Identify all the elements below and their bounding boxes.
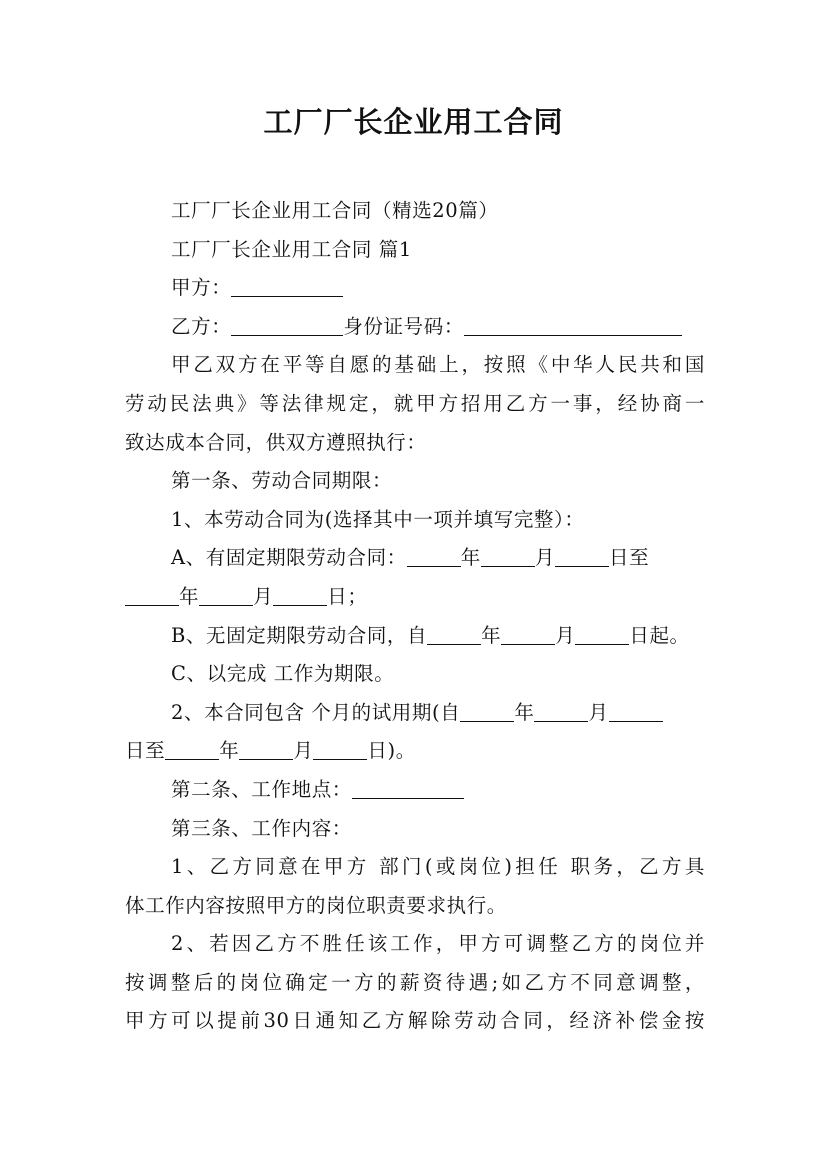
month-label: 月 — [253, 584, 274, 608]
probation-end-day-blank — [313, 737, 367, 760]
article-3-title: 第三条、工作内容： — [171, 816, 352, 840]
day-to-label: 日至 — [125, 739, 166, 763]
year-label: 年 — [179, 584, 200, 608]
article-1-title: 第一条、劳动合同期限： — [171, 469, 393, 493]
id-number-label: 身份证号码： — [343, 314, 464, 338]
option-a-year-blank — [407, 544, 461, 567]
option-a-line — [125, 539, 705, 578]
probation-label: 2、本合同包含 个月的试用期(自 — [171, 700, 461, 724]
article-3-para-2-line-3: 甲方可以提前30日通知乙方解除劳动合同，经济补偿金按 — [125, 1009, 705, 1033]
part-heading: 工厂厂长企业用工合同 篇1 — [171, 237, 412, 261]
collection-heading: 工厂厂长企业用工合同（精选20篇） — [171, 199, 499, 222]
probation-end-line — [125, 732, 705, 771]
day-end-label: 日； — [327, 584, 368, 608]
article-3-para-1-line-1: 1、乙方同意在甲方 部门(或岗位)担任 职务，乙方具 — [171, 855, 705, 879]
year-label: 年 — [514, 700, 535, 724]
document-body — [125, 192, 705, 1041]
day-to-label: 日至 — [609, 546, 650, 570]
probation-line — [125, 694, 705, 733]
option-a-day-blank — [555, 544, 609, 567]
option-b-day-blank — [575, 622, 629, 645]
article-2-title: 第二条、工作地点： — [171, 777, 352, 801]
option-a-end-line — [125, 578, 705, 617]
option-a-end-month-blank — [199, 583, 253, 606]
option-a-month-blank — [481, 544, 535, 567]
year-label: 年 — [460, 546, 481, 570]
option-b-label: B、无固定期限劳动合同，自 — [171, 623, 428, 647]
party-b-line — [125, 308, 705, 347]
document-title: 工厂厂长企业用工合同 — [263, 105, 564, 139]
year-label: 年 — [219, 739, 240, 763]
month-label: 月 — [534, 546, 556, 570]
option-b-month-blank — [501, 622, 555, 645]
probation-end-year-blank — [165, 737, 219, 760]
option-a-label: A、有固定期限劳动合同： — [171, 546, 407, 570]
month-label: 月 — [588, 700, 609, 724]
day-close-label: 日)。 — [367, 739, 416, 763]
party-a-blank — [231, 274, 343, 297]
party-b-label: 乙方： — [171, 314, 232, 338]
probation-day-blank — [609, 699, 663, 722]
intro-line-2: 劳动民法典》等法律规定，就甲方招用乙方一事，经协商一 — [125, 391, 705, 415]
month-label: 月 — [555, 623, 576, 647]
option-a-end-year-blank — [125, 583, 179, 606]
article-3-para-2-line-1: 2、若因乙方不胜任该工作，甲方可调整乙方的岗位并 — [171, 932, 705, 956]
probation-year-blank — [460, 699, 514, 722]
month-label: 月 — [293, 739, 314, 763]
year-label: 年 — [481, 623, 502, 647]
intro-line-1: 甲乙双方在平等自愿的基础上，按照《中华人民共和国 — [171, 353, 705, 377]
option-a-end-day-blank — [273, 583, 327, 606]
party-a-label: 甲方： — [171, 276, 232, 300]
article-2-line — [125, 771, 705, 810]
article-3-para-2-line-2: 按调整后的岗位确定一方的薪资待遇;如乙方不同意调整， — [125, 970, 705, 994]
id-number-blank — [464, 313, 682, 336]
article-1-item-1: 1、本劳动合同为(选择其中一项并填写完整）： — [171, 507, 585, 531]
option-b-line — [125, 617, 705, 656]
work-location-blank — [352, 776, 464, 799]
probation-month-blank — [534, 699, 588, 722]
intro-line-3: 致达成本合同，供双方遵照执行： — [125, 430, 427, 454]
probation-end-month-blank — [239, 737, 293, 760]
option-b-year-blank — [427, 622, 481, 645]
party-b-blank — [231, 313, 343, 336]
party-a-line — [125, 269, 705, 308]
day-start-label: 日起。 — [629, 623, 690, 647]
article-3-para-1-line-2: 体工作内容按照甲方的岗位职责要求执行。 — [125, 893, 507, 917]
option-c-line: C、以完成 工作为期限。 — [171, 662, 395, 686]
